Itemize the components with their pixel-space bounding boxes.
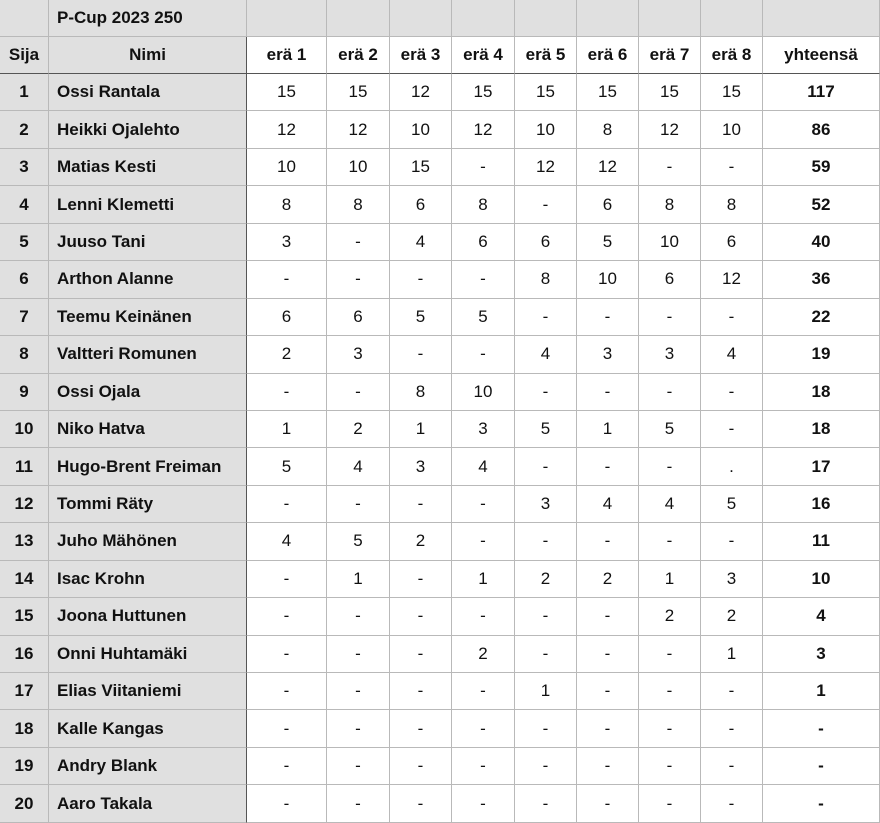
round-4-score-cell[interactable]: 3 bbox=[452, 411, 515, 448]
round-3-score-cell[interactable]: - bbox=[390, 261, 452, 298]
round-6-score-cell[interactable]: - bbox=[577, 636, 639, 673]
round-7-score-cell[interactable]: 5 bbox=[639, 411, 701, 448]
player-name-cell[interactable]: Teemu Keinänen bbox=[49, 299, 247, 336]
round-1-score-cell[interactable]: - bbox=[247, 785, 327, 822]
round-2-score-cell[interactable]: 4 bbox=[327, 448, 390, 485]
rank-cell[interactable]: 12 bbox=[0, 486, 49, 523]
round-7-score-cell[interactable]: 10 bbox=[639, 224, 701, 261]
round-6-score-cell[interactable]: 10 bbox=[577, 261, 639, 298]
blank-cell[interactable] bbox=[452, 0, 515, 37]
round-4-score-cell[interactable]: 15 bbox=[452, 74, 515, 111]
round-6-score-cell[interactable]: - bbox=[577, 748, 639, 785]
round-4-score-cell[interactable]: 2 bbox=[452, 636, 515, 673]
total-cell[interactable]: 22 bbox=[763, 299, 880, 336]
round-4-score-cell[interactable]: - bbox=[452, 710, 515, 747]
round-6-score-cell[interactable]: 12 bbox=[577, 149, 639, 186]
player-name-cell[interactable]: Elias Viitaniemi bbox=[49, 673, 247, 710]
round-7-score-cell[interactable]: - bbox=[639, 374, 701, 411]
rank-cell[interactable]: 7 bbox=[0, 299, 49, 336]
total-cell[interactable]: 17 bbox=[763, 448, 880, 485]
round-7-score-cell[interactable]: - bbox=[639, 149, 701, 186]
header-round-6[interactable]: erä 6 bbox=[577, 37, 639, 74]
round-8-score-cell[interactable]: 10 bbox=[701, 111, 763, 148]
round-7-score-cell[interactable]: 15 bbox=[639, 74, 701, 111]
round-4-score-cell[interactable]: - bbox=[452, 748, 515, 785]
round-6-score-cell[interactable]: 4 bbox=[577, 486, 639, 523]
round-2-score-cell[interactable]: 15 bbox=[327, 74, 390, 111]
round-8-score-cell[interactable]: 3 bbox=[701, 561, 763, 598]
round-8-score-cell[interactable]: - bbox=[701, 785, 763, 822]
round-5-score-cell[interactable]: 3 bbox=[515, 486, 577, 523]
round-3-score-cell[interactable]: 12 bbox=[390, 74, 452, 111]
round-3-score-cell[interactable]: - bbox=[390, 636, 452, 673]
round-7-score-cell[interactable]: 8 bbox=[639, 186, 701, 223]
round-8-score-cell[interactable]: 4 bbox=[701, 336, 763, 373]
round-2-score-cell[interactable]: - bbox=[327, 710, 390, 747]
player-name-cell[interactable]: Juho Mähönen bbox=[49, 523, 247, 560]
round-8-score-cell[interactable]: . bbox=[701, 448, 763, 485]
round-5-score-cell[interactable]: 6 bbox=[515, 224, 577, 261]
round-8-score-cell[interactable]: 5 bbox=[701, 486, 763, 523]
round-3-score-cell[interactable]: 8 bbox=[390, 374, 452, 411]
blank-cell[interactable] bbox=[327, 0, 390, 37]
round-8-score-cell[interactable]: 8 bbox=[701, 186, 763, 223]
round-5-score-cell[interactable]: 15 bbox=[515, 74, 577, 111]
player-name-cell[interactable]: Aaro Takala bbox=[49, 785, 247, 822]
round-1-score-cell[interactable]: 12 bbox=[247, 111, 327, 148]
total-cell[interactable]: 40 bbox=[763, 224, 880, 261]
total-cell[interactable]: 4 bbox=[763, 598, 880, 635]
player-name-cell[interactable]: Onni Huhtamäki bbox=[49, 636, 247, 673]
round-4-score-cell[interactable]: - bbox=[452, 261, 515, 298]
round-7-score-cell[interactable]: - bbox=[639, 299, 701, 336]
total-cell[interactable]: 19 bbox=[763, 336, 880, 373]
player-name-cell[interactable]: Joona Huttunen bbox=[49, 598, 247, 635]
round-4-score-cell[interactable]: - bbox=[452, 486, 515, 523]
round-7-score-cell[interactable]: 2 bbox=[639, 598, 701, 635]
total-cell[interactable]: 10 bbox=[763, 561, 880, 598]
player-name-cell[interactable]: Lenni Klemetti bbox=[49, 186, 247, 223]
total-cell[interactable]: 18 bbox=[763, 411, 880, 448]
header-round-4[interactable]: erä 4 bbox=[452, 37, 515, 74]
round-4-score-cell[interactable]: 8 bbox=[452, 186, 515, 223]
round-4-score-cell[interactable]: 5 bbox=[452, 299, 515, 336]
round-4-score-cell[interactable]: 12 bbox=[452, 111, 515, 148]
round-5-score-cell[interactable]: - bbox=[515, 299, 577, 336]
round-1-score-cell[interactable]: - bbox=[247, 673, 327, 710]
round-5-score-cell[interactable]: - bbox=[515, 448, 577, 485]
round-2-score-cell[interactable]: 3 bbox=[327, 336, 390, 373]
round-7-score-cell[interactable]: 4 bbox=[639, 486, 701, 523]
round-5-score-cell[interactable]: 4 bbox=[515, 336, 577, 373]
round-3-score-cell[interactable]: - bbox=[390, 710, 452, 747]
round-1-score-cell[interactable]: - bbox=[247, 710, 327, 747]
rank-cell[interactable]: 8 bbox=[0, 336, 49, 373]
round-8-score-cell[interactable]: 2 bbox=[701, 598, 763, 635]
round-5-score-cell[interactable]: 10 bbox=[515, 111, 577, 148]
round-5-score-cell[interactable]: 8 bbox=[515, 261, 577, 298]
round-2-score-cell[interactable]: - bbox=[327, 261, 390, 298]
total-cell[interactable]: 117 bbox=[763, 74, 880, 111]
total-cell[interactable]: 18 bbox=[763, 374, 880, 411]
player-name-cell[interactable]: Matias Kesti bbox=[49, 149, 247, 186]
player-name-cell[interactable]: Andry Blank bbox=[49, 748, 247, 785]
round-2-score-cell[interactable]: - bbox=[327, 673, 390, 710]
round-6-score-cell[interactable]: - bbox=[577, 598, 639, 635]
header-round-3[interactable]: erä 3 bbox=[390, 37, 452, 74]
round-1-score-cell[interactable]: 6 bbox=[247, 299, 327, 336]
rank-cell[interactable]: 19 bbox=[0, 748, 49, 785]
round-7-score-cell[interactable]: - bbox=[639, 748, 701, 785]
round-8-score-cell[interactable]: - bbox=[701, 411, 763, 448]
round-1-score-cell[interactable]: - bbox=[247, 748, 327, 785]
rank-cell[interactable]: 10 bbox=[0, 411, 49, 448]
round-4-score-cell[interactable]: - bbox=[452, 673, 515, 710]
round-7-score-cell[interactable]: - bbox=[639, 636, 701, 673]
header-round-5[interactable]: erä 5 bbox=[515, 37, 577, 74]
rank-cell[interactable]: 18 bbox=[0, 710, 49, 747]
round-7-score-cell[interactable]: - bbox=[639, 785, 701, 822]
round-1-score-cell[interactable]: - bbox=[247, 374, 327, 411]
blank-cell[interactable] bbox=[247, 0, 327, 37]
round-7-score-cell[interactable]: 6 bbox=[639, 261, 701, 298]
round-3-score-cell[interactable]: - bbox=[390, 598, 452, 635]
round-2-score-cell[interactable]: 12 bbox=[327, 111, 390, 148]
player-name-cell[interactable]: Isac Krohn bbox=[49, 561, 247, 598]
round-4-score-cell[interactable]: 10 bbox=[452, 374, 515, 411]
total-cell[interactable]: 59 bbox=[763, 149, 880, 186]
round-5-score-cell[interactable]: - bbox=[515, 748, 577, 785]
round-8-score-cell[interactable]: - bbox=[701, 149, 763, 186]
round-2-score-cell[interactable]: 1 bbox=[327, 561, 390, 598]
player-name-cell[interactable]: Arthon Alanne bbox=[49, 261, 247, 298]
player-name-cell[interactable]: Heikki Ojalehto bbox=[49, 111, 247, 148]
round-3-score-cell[interactable]: - bbox=[390, 486, 452, 523]
round-7-score-cell[interactable]: 12 bbox=[639, 111, 701, 148]
rank-cell[interactable]: 13 bbox=[0, 523, 49, 560]
round-4-score-cell[interactable]: - bbox=[452, 785, 515, 822]
round-2-score-cell[interactable]: 6 bbox=[327, 299, 390, 336]
round-7-score-cell[interactable]: 1 bbox=[639, 561, 701, 598]
round-1-score-cell[interactable]: 1 bbox=[247, 411, 327, 448]
rank-cell[interactable]: 4 bbox=[0, 186, 49, 223]
round-2-score-cell[interactable]: - bbox=[327, 785, 390, 822]
blank-cell[interactable] bbox=[763, 0, 880, 37]
round-3-score-cell[interactable]: 6 bbox=[390, 186, 452, 223]
blank-cell[interactable] bbox=[701, 0, 763, 37]
rank-cell[interactable]: 9 bbox=[0, 374, 49, 411]
round-2-score-cell[interactable]: - bbox=[327, 598, 390, 635]
round-6-score-cell[interactable]: 5 bbox=[577, 224, 639, 261]
round-5-score-cell[interactable]: - bbox=[515, 374, 577, 411]
round-2-score-cell[interactable]: - bbox=[327, 748, 390, 785]
round-6-score-cell[interactable]: 1 bbox=[577, 411, 639, 448]
round-7-score-cell[interactable]: 3 bbox=[639, 336, 701, 373]
player-name-cell[interactable]: Ossi Ojala bbox=[49, 374, 247, 411]
rank-cell[interactable]: 17 bbox=[0, 673, 49, 710]
round-5-score-cell[interactable]: - bbox=[515, 186, 577, 223]
round-6-score-cell[interactable]: - bbox=[577, 785, 639, 822]
round-5-score-cell[interactable]: - bbox=[515, 785, 577, 822]
round-1-score-cell[interactable]: - bbox=[247, 261, 327, 298]
header-round-2[interactable]: erä 2 bbox=[327, 37, 390, 74]
round-3-score-cell[interactable]: 10 bbox=[390, 111, 452, 148]
round-2-score-cell[interactable]: - bbox=[327, 636, 390, 673]
round-2-score-cell[interactable]: - bbox=[327, 486, 390, 523]
round-1-score-cell[interactable]: 10 bbox=[247, 149, 327, 186]
round-1-score-cell[interactable]: 2 bbox=[247, 336, 327, 373]
total-cell[interactable]: - bbox=[763, 748, 880, 785]
round-8-score-cell[interactable]: 15 bbox=[701, 74, 763, 111]
round-1-score-cell[interactable]: 4 bbox=[247, 523, 327, 560]
player-name-cell[interactable]: Hugo-Brent Freiman bbox=[49, 448, 247, 485]
round-5-score-cell[interactable]: - bbox=[515, 523, 577, 560]
round-3-score-cell[interactable]: 4 bbox=[390, 224, 452, 261]
round-6-score-cell[interactable]: - bbox=[577, 448, 639, 485]
blank-cell[interactable] bbox=[577, 0, 639, 37]
round-2-score-cell[interactable]: 8 bbox=[327, 186, 390, 223]
player-name-cell[interactable]: Kalle Kangas bbox=[49, 710, 247, 747]
player-name-cell[interactable]: Juuso Tani bbox=[49, 224, 247, 261]
rank-cell[interactable]: 20 bbox=[0, 785, 49, 822]
round-4-score-cell[interactable]: 1 bbox=[452, 561, 515, 598]
total-cell[interactable]: 11 bbox=[763, 523, 880, 560]
header-name[interactable]: Nimi bbox=[49, 37, 247, 74]
round-3-score-cell[interactable]: - bbox=[390, 561, 452, 598]
round-3-score-cell[interactable]: - bbox=[390, 336, 452, 373]
round-8-score-cell[interactable]: 1 bbox=[701, 636, 763, 673]
round-6-score-cell[interactable]: - bbox=[577, 710, 639, 747]
corner-cell[interactable] bbox=[0, 0, 49, 37]
round-8-score-cell[interactable]: - bbox=[701, 374, 763, 411]
total-cell[interactable]: - bbox=[763, 710, 880, 747]
round-8-score-cell[interactable]: 6 bbox=[701, 224, 763, 261]
round-2-score-cell[interactable]: 10 bbox=[327, 149, 390, 186]
round-6-score-cell[interactable]: 8 bbox=[577, 111, 639, 148]
header-total[interactable]: yhteensä bbox=[763, 37, 880, 74]
round-4-score-cell[interactable]: - bbox=[452, 149, 515, 186]
round-4-score-cell[interactable]: - bbox=[452, 336, 515, 373]
round-1-score-cell[interactable]: 5 bbox=[247, 448, 327, 485]
rank-cell[interactable]: 11 bbox=[0, 448, 49, 485]
blank-cell[interactable] bbox=[390, 0, 452, 37]
round-1-score-cell[interactable]: - bbox=[247, 598, 327, 635]
round-5-score-cell[interactable]: - bbox=[515, 598, 577, 635]
round-8-score-cell[interactable]: - bbox=[701, 523, 763, 560]
round-4-score-cell[interactable]: 4 bbox=[452, 448, 515, 485]
total-cell[interactable]: 52 bbox=[763, 186, 880, 223]
total-cell[interactable]: 16 bbox=[763, 486, 880, 523]
round-7-score-cell[interactable]: - bbox=[639, 710, 701, 747]
blank-cell[interactable] bbox=[515, 0, 577, 37]
round-1-score-cell[interactable]: - bbox=[247, 561, 327, 598]
round-3-score-cell[interactable]: 5 bbox=[390, 299, 452, 336]
round-3-score-cell[interactable]: - bbox=[390, 785, 452, 822]
round-8-score-cell[interactable]: 12 bbox=[701, 261, 763, 298]
round-6-score-cell[interactable]: - bbox=[577, 523, 639, 560]
rank-cell[interactable]: 2 bbox=[0, 111, 49, 148]
round-5-score-cell[interactable]: 2 bbox=[515, 561, 577, 598]
round-7-score-cell[interactable]: - bbox=[639, 448, 701, 485]
round-4-score-cell[interactable]: 6 bbox=[452, 224, 515, 261]
rank-cell[interactable]: 5 bbox=[0, 224, 49, 261]
round-7-score-cell[interactable]: - bbox=[639, 523, 701, 560]
table-title[interactable]: P-Cup 2023 250 bbox=[49, 0, 247, 37]
round-6-score-cell[interactable]: 3 bbox=[577, 336, 639, 373]
rank-cell[interactable]: 3 bbox=[0, 149, 49, 186]
round-5-score-cell[interactable]: 12 bbox=[515, 149, 577, 186]
round-2-score-cell[interactable]: 2 bbox=[327, 411, 390, 448]
round-1-score-cell[interactable]: 8 bbox=[247, 186, 327, 223]
round-5-score-cell[interactable]: 1 bbox=[515, 673, 577, 710]
rank-cell[interactable]: 15 bbox=[0, 598, 49, 635]
header-rank[interactable]: Sija bbox=[0, 37, 49, 74]
round-6-score-cell[interactable]: - bbox=[577, 374, 639, 411]
round-8-score-cell[interactable]: - bbox=[701, 299, 763, 336]
round-4-score-cell[interactable]: - bbox=[452, 598, 515, 635]
total-cell[interactable]: 36 bbox=[763, 261, 880, 298]
total-cell[interactable]: - bbox=[763, 785, 880, 822]
round-1-score-cell[interactable]: 3 bbox=[247, 224, 327, 261]
round-7-score-cell[interactable]: - bbox=[639, 673, 701, 710]
round-1-score-cell[interactable]: - bbox=[247, 636, 327, 673]
round-3-score-cell[interactable]: 2 bbox=[390, 523, 452, 560]
round-5-score-cell[interactable]: - bbox=[515, 710, 577, 747]
player-name-cell[interactable]: Valtteri Romunen bbox=[49, 336, 247, 373]
player-name-cell[interactable]: Niko Hatva bbox=[49, 411, 247, 448]
rank-cell[interactable]: 1 bbox=[0, 74, 49, 111]
player-name-cell[interactable]: Tommi Räty bbox=[49, 486, 247, 523]
header-round-1[interactable]: erä 1 bbox=[247, 37, 327, 74]
round-3-score-cell[interactable]: 1 bbox=[390, 411, 452, 448]
round-2-score-cell[interactable]: - bbox=[327, 224, 390, 261]
rank-cell[interactable]: 16 bbox=[0, 636, 49, 673]
round-8-score-cell[interactable]: - bbox=[701, 748, 763, 785]
round-8-score-cell[interactable]: - bbox=[701, 673, 763, 710]
round-3-score-cell[interactable]: - bbox=[390, 673, 452, 710]
round-3-score-cell[interactable]: 3 bbox=[390, 448, 452, 485]
round-6-score-cell[interactable]: - bbox=[577, 299, 639, 336]
round-4-score-cell[interactable]: - bbox=[452, 523, 515, 560]
rank-cell[interactable]: 14 bbox=[0, 561, 49, 598]
rank-cell[interactable]: 6 bbox=[0, 261, 49, 298]
round-3-score-cell[interactable]: 15 bbox=[390, 149, 452, 186]
round-5-score-cell[interactable]: 5 bbox=[515, 411, 577, 448]
header-round-7[interactable]: erä 7 bbox=[639, 37, 701, 74]
blank-cell[interactable] bbox=[639, 0, 701, 37]
total-cell[interactable]: 3 bbox=[763, 636, 880, 673]
round-1-score-cell[interactable]: 15 bbox=[247, 74, 327, 111]
player-name-cell[interactable]: Ossi Rantala bbox=[49, 74, 247, 111]
round-6-score-cell[interactable]: 6 bbox=[577, 186, 639, 223]
round-2-score-cell[interactable]: - bbox=[327, 374, 390, 411]
round-2-score-cell[interactable]: 5 bbox=[327, 523, 390, 560]
total-cell[interactable]: 86 bbox=[763, 111, 880, 148]
round-1-score-cell[interactable]: - bbox=[247, 486, 327, 523]
round-8-score-cell[interactable]: - bbox=[701, 710, 763, 747]
round-6-score-cell[interactable]: 2 bbox=[577, 561, 639, 598]
round-6-score-cell[interactable]: 15 bbox=[577, 74, 639, 111]
round-3-score-cell[interactable]: - bbox=[390, 748, 452, 785]
header-round-8[interactable]: erä 8 bbox=[701, 37, 763, 74]
round-6-score-cell[interactable]: - bbox=[577, 673, 639, 710]
total-cell[interactable]: 1 bbox=[763, 673, 880, 710]
round-5-score-cell[interactable]: - bbox=[515, 636, 577, 673]
